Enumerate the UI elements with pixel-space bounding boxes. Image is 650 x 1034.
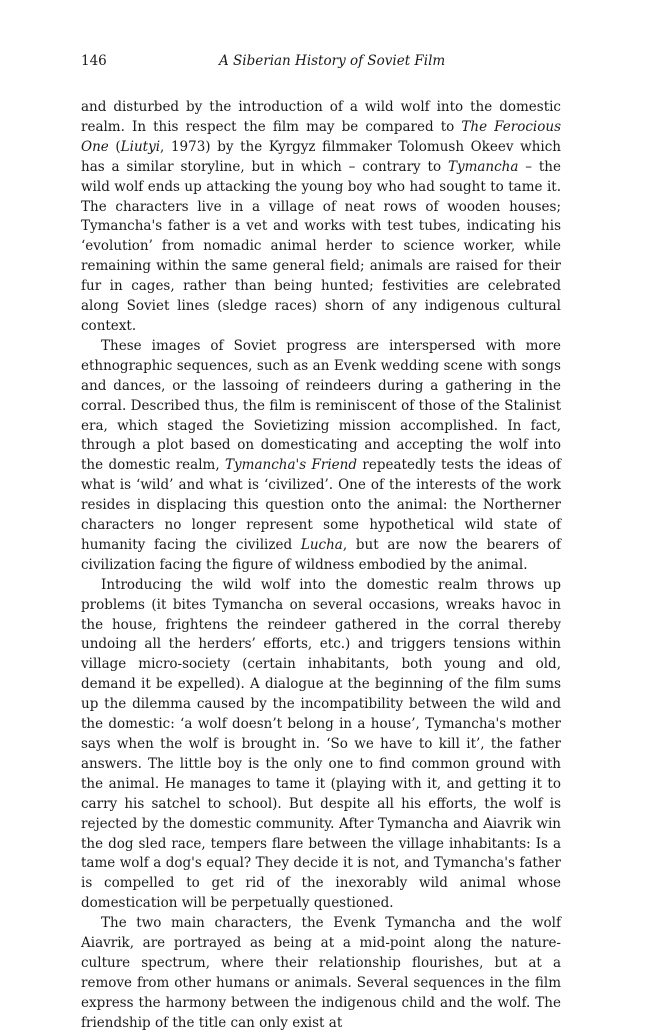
italic-text: The Ferocious One — [81, 118, 562, 155]
running-title: A Siberian History of Soviet Film — [219, 53, 446, 69]
italic-text: Tymancha — [447, 158, 519, 175]
text-run: repeatedly tests the ideas of what is ‘wild’ and what is ‘civilized’. One of the interests of the work resides in displacing this question onto the animal: the Northerner characters no longer represent some hypothetical wild state of humanity facing the civilized — [81, 457, 562, 553]
body-text — [81, 98, 561, 1034]
text-run: , 1973) by the Kyrgyz filmmaker Tolomush Okeev which has a similar storyline, but in which – contrary to — [81, 138, 561, 175]
paragraph-2 — [81, 337, 561, 576]
text-run: These images of Soviet progress are interspersed with more ethnographic sequences, such as an Evenk wedding scene with songs and dances, or the lassoing of reindeers during a gathering in the corral. Described thus, the film is reminiscent of those of the Stalinist era, which staged the Sovietizing mission accomplished. In fact, through a plot based on domesticating and accepting the wolf into the domestic realm, — [81, 337, 561, 474]
text-run: and disturbed by the introduction of a wild wolf into the domestic realm. In this respect the film may be compared to — [81, 99, 561, 135]
text-run: The two main characters, the Evenk Tymancha and the wolf Aiavrik, are portrayed as being at a mid-point along the nature-culture spectrum, where their relationship flourishes, but at a remove from other humans or animals. Several sequences in the film express the harmony between the indigenous child and the wolf. The friendship of the title can only exist at — [81, 915, 561, 1031]
text-run: Introducing the wild wolf into the domestic realm throws up problems (it bites Tymancha on several occasions, wreaks havoc in the house, frightens the reindeer gathered in the corral thereby undoing all the herders’ efforts, etc.) and triggers tensions within village micro-society (certain inhabitants, both young and old, demand it be expelled). A dialogue at the beginning of the film sums up the dilemma caused by the incompatibility between the wild and the domestic: ‘a wolf doesn’t belong in a house’, Tymancha's mother says when the wolf is brought in. ‘So we have to kill it’, the father answers. The little boy is the only one to find common ground with the animal. He manages to tame it (playing with it, and getting it to carry his satchel to school). But despite all his efforts, the wolf is rejected by the domestic community. After Tymancha and Aiavrik win the dog sled race, tempers flare between the village inhabitants: Is a tame wolf a dog's equal? They decide it is not, and Tymancha's father is compelled to get rid of the inexorably wild animal whose domestication will be perpetually questioned. — [81, 576, 561, 912]
running-head — [81, 50, 561, 74]
page-number: 146 — [81, 53, 107, 69]
paragraph-1 — [81, 98, 561, 337]
paragraph-4 — [81, 914, 561, 1033]
text-run: ( — [108, 138, 121, 155]
italic-text: Liutyi — [120, 138, 161, 155]
italic-text: Tymancha's Friend — [225, 457, 358, 474]
text-run: , but are now the bearers of civilization facing the figure of wildness embodied by the animal. — [81, 536, 561, 573]
book-page — [81, 50, 561, 1034]
text-run: – the wild wolf ends up attacking the young boy who had sought to tame it. The characters live in a village of neat rows of wooden houses; Tymancha's father is a vet and works with test tubes, indicating his ‘evolution’ from nomadic animal herder to science worker, while remaining within the same general field; animals are raised for their fur in cages, rather than being hunted; festivities are celebrated along Soviet lines (sledge races) shorn of any indigenous cultural context. — [81, 158, 561, 334]
paragraph-3 — [81, 576, 561, 914]
italic-text: Lucha — [300, 536, 343, 553]
